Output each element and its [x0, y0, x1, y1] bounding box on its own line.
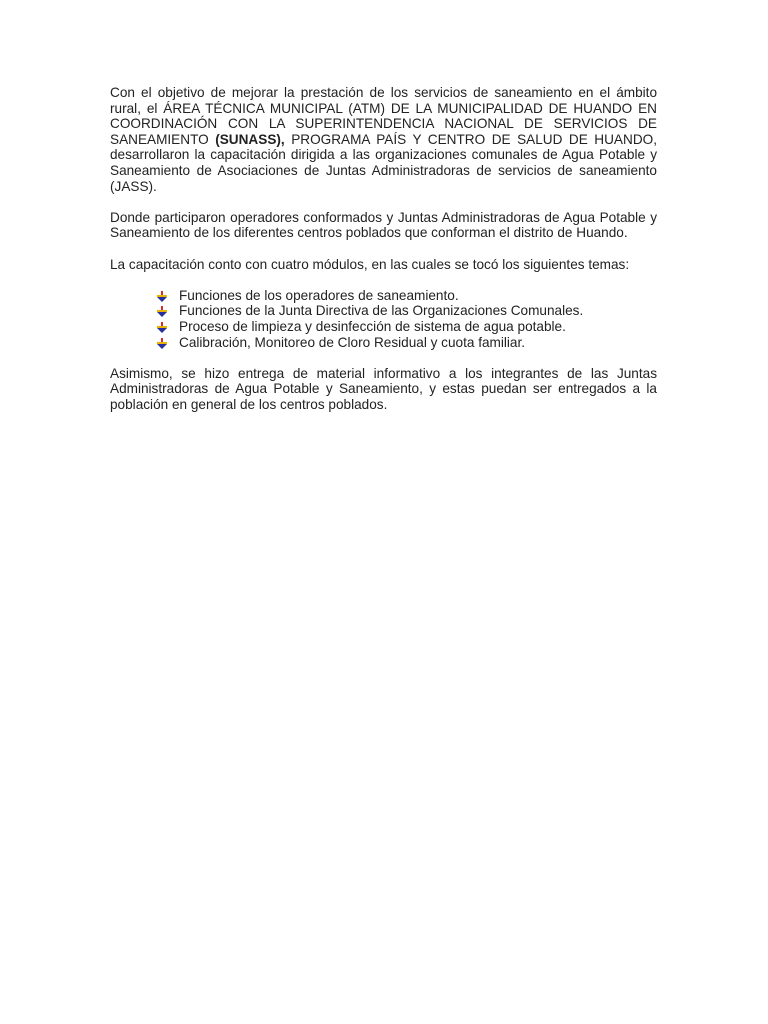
modules-intro-paragraph: La capacitación conto con cuatro módulos, en las cuales se tocó los siguientes temas:	[110, 256, 630, 272]
document-body	[110, 85, 657, 428]
list-item	[156, 288, 657, 304]
list-item	[156, 303, 657, 319]
arrow-down-bullet-icon	[156, 306, 168, 317]
closing-paragraph: Asimismo, se hizo entrega de material informativo a los integrantes de las Juntas Administradoras de Agua Potable y Saneamiento, y estas puedan ser entregados a la población en general de los centros poblados.	[110, 365, 657, 412]
list-item-text: Proceso de limpieza y desinfección de sistema de agua potable.	[179, 318, 566, 334]
list-item	[156, 319, 657, 335]
participants-paragraph: Donde participaron operadores conformados y Juntas Administradoras de Agua Potable y Saneamiento de los diferentes centros poblados que conforman el distrito de Huando.	[110, 209, 657, 241]
list-item-text: Funciones de los operadores de saneamiento.	[179, 287, 459, 303]
list-item	[156, 335, 657, 351]
list-item-text: Funciones de la Junta Directiva de las Organizaciones Comunales.	[179, 303, 584, 319]
intro-text-end: PROGRAMA PAÍS Y CENTRO DE SALUD DE HUANDO, desarrollaron la capacitación dirigida a las organizaciones comunales de Agua Potable y Saneamiento de Asociaciones de Juntas Administradoras de servicios de saneamiento (JASS).	[110, 131, 657, 194]
arrow-down-bullet-icon	[156, 291, 168, 302]
arrow-down-bullet-icon	[156, 322, 168, 333]
intro-paragraph	[110, 85, 657, 194]
topics-list	[110, 288, 657, 350]
intro-text-start: Con el objetivo de mejorar la prestación de los servicios de saneamiento en el ámbito rural, el ÁREA TÉCNICA MUNICIPAL (ATM) DE LA MUNICIPALIDAD DE HUANDO EN COORDINACIÓN CON LA SUPERINTENDENCIA NACIONAL DE SERVICIOS DE SANEAMIENTO	[110, 85, 657, 147]
arrow-down-bullet-icon	[156, 338, 168, 349]
intro-bold-sunass: (SUNASS),	[215, 131, 285, 147]
list-item-text: Calibración, Monitoreo de Cloro Residual y cuota familiar.	[179, 334, 526, 350]
